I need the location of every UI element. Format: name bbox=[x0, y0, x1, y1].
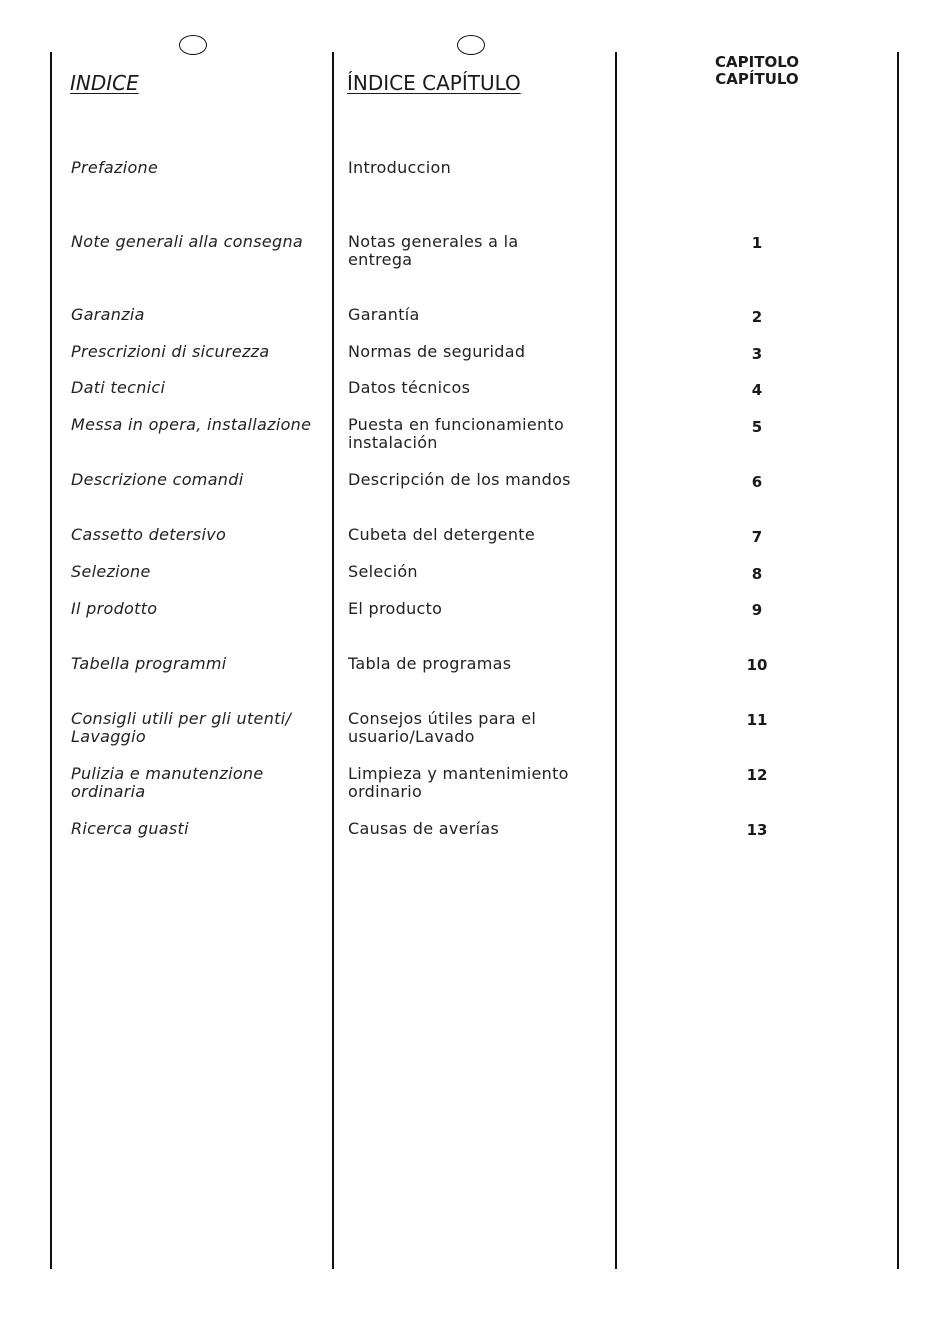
chapter-heading-line2: CAPÍTULO bbox=[715, 70, 799, 88]
entry-spanish: Consejos útiles para el usuario/Lavado bbox=[348, 709, 537, 746]
chapter-heading-line1: CAPITOLO bbox=[715, 53, 799, 71]
entry-chapter-number: 9 bbox=[751, 601, 763, 619]
chapter-column-heading bbox=[700, 54, 814, 88]
italian-index-heading: INDICE bbox=[70, 71, 139, 95]
column-divider-left bbox=[50, 52, 52, 1269]
entry-italian: Consigli utili per gli utenti/ Lavaggio bbox=[71, 709, 292, 746]
entry-spanish: Garantía bbox=[348, 305, 420, 324]
italian-language-circle-icon bbox=[179, 35, 207, 55]
entry-chapter-number: 4 bbox=[751, 381, 763, 399]
entry-spanish: Tabla de programas bbox=[348, 654, 512, 673]
entry-italian: Prefazione bbox=[71, 158, 159, 177]
entry-spanish: Introduccion bbox=[348, 158, 452, 177]
column-divider-far-right bbox=[897, 52, 899, 1269]
entry-spanish: Normas de seguridad bbox=[348, 342, 526, 361]
entry-spanish: Datos técnicos bbox=[348, 378, 471, 397]
entry-spanish: Notas generales a la entrega bbox=[348, 232, 519, 269]
entry-italian: Ricerca guasti bbox=[71, 819, 189, 838]
entry-chapter-number: 8 bbox=[751, 565, 763, 583]
entry-chapter-number: 11 bbox=[746, 711, 768, 729]
column-divider-middle bbox=[332, 52, 334, 1269]
entry-chapter-number: 1 bbox=[751, 234, 763, 252]
entry-chapter-number: 10 bbox=[746, 656, 768, 674]
entry-chapter-number: 13 bbox=[746, 821, 768, 839]
entry-spanish: Limpieza y mantenimiento ordinario bbox=[348, 764, 569, 801]
entry-chapter-number: 2 bbox=[751, 308, 763, 326]
entry-spanish: Causas de averías bbox=[348, 819, 500, 838]
entry-italian: Messa in opera, installazione bbox=[71, 415, 312, 434]
entry-italian: Garanzia bbox=[71, 305, 145, 324]
entry-italian: Cassetto detersivo bbox=[71, 525, 227, 544]
entry-italian: Tabella programmi bbox=[71, 654, 227, 673]
entry-italian: Dati tecnici bbox=[71, 378, 166, 397]
entry-italian: Note generali alla consegna bbox=[71, 232, 303, 251]
entry-chapter-number: 7 bbox=[751, 528, 763, 546]
entry-spanish: Seleción bbox=[348, 562, 418, 581]
entry-italian: Il prodotto bbox=[71, 599, 158, 618]
entry-spanish: Cubeta del detergente bbox=[348, 525, 535, 544]
entry-italian: Descrizione comandi bbox=[71, 470, 244, 489]
spanish-language-circle-icon bbox=[457, 35, 485, 55]
entry-chapter-number: 3 bbox=[751, 345, 763, 363]
entry-chapter-number: 5 bbox=[751, 418, 763, 436]
spanish-index-heading: ÍNDICE CAPÍTULO bbox=[347, 71, 521, 95]
entry-spanish: Descripción de los mandos bbox=[348, 470, 571, 489]
entry-italian: Pulizia e manutenzione ordinaria bbox=[71, 764, 264, 801]
entry-italian: Prescrizioni di sicurezza bbox=[71, 342, 270, 361]
entry-chapter-number: 12 bbox=[746, 766, 768, 784]
column-divider-right bbox=[615, 52, 617, 1269]
entry-italian: Selezione bbox=[71, 562, 151, 581]
entry-spanish: Puesta en funcionamiento instalación bbox=[348, 415, 565, 452]
entry-spanish: El producto bbox=[348, 599, 443, 618]
entry-chapter-number: 6 bbox=[751, 473, 763, 491]
